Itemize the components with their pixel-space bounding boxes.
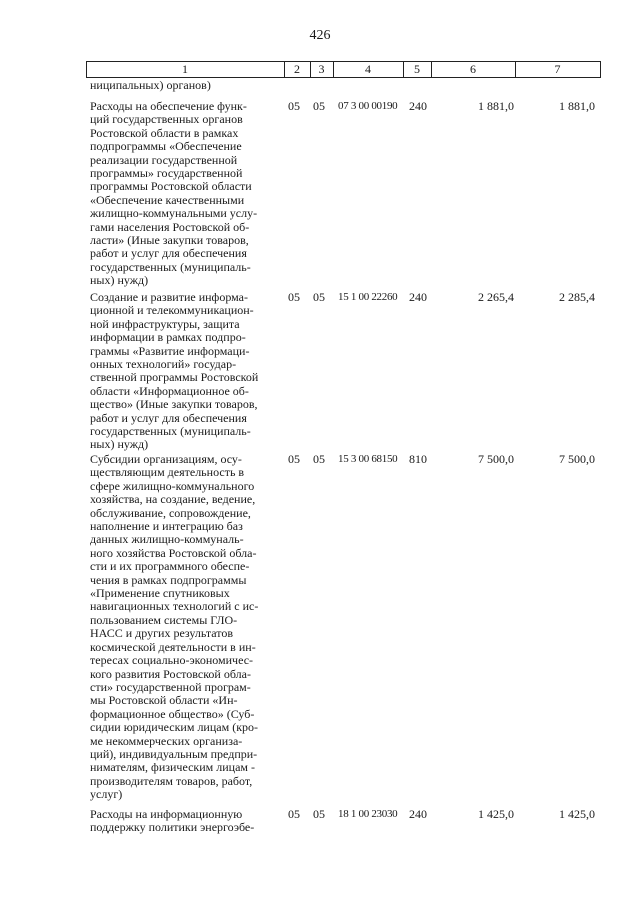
description-line: ного хозяйства Ростовской обла- <box>90 545 257 560</box>
description-line: граммы «Развитие информаци- <box>90 343 250 358</box>
page-number: 426 <box>309 28 331 43</box>
description-line: онных технологий» государ- <box>90 357 237 372</box>
description-line: жилищно-коммунальными услу- <box>90 206 258 221</box>
header-col-divider <box>600 61 601 78</box>
description-line: Субсидии организациям, осу- <box>90 452 242 466</box>
row-description <box>90 808 277 835</box>
description-line: подпрограммы «Обеспечение <box>90 139 242 154</box>
description-line: «Обеспечение качественными <box>90 192 245 207</box>
description-line: мы Ростовской области «Ин- <box>90 693 238 708</box>
expense-type-code: 240 <box>409 807 427 821</box>
row-description <box>90 291 277 452</box>
header-col-4: 4 <box>365 62 371 76</box>
description-line: программы» государственной <box>90 166 243 181</box>
description-line: гами населения Ростовской об- <box>90 219 250 234</box>
section-code: 05 <box>288 452 300 466</box>
continuation-text: ниципальных) органов) <box>90 78 211 92</box>
description-line: чения в рамках подпрограммы <box>90 572 247 587</box>
description-line: производителям товаров, работ, <box>90 773 253 788</box>
description-line: ственной программы Ростовской <box>90 370 259 385</box>
amount-col-6: 1 425,0 <box>478 807 514 821</box>
description-line: поддержку политики энергоэбе- <box>90 820 255 835</box>
amount-col-6: 7 500,0 <box>478 452 514 466</box>
description-line: ласти» (Иные закупки товаров, <box>90 233 249 248</box>
description-line: сидии юридическим лицам (кро- <box>90 720 259 735</box>
amount-col-7: 1 425,0 <box>559 807 595 821</box>
header-col-2: 2 <box>294 62 300 76</box>
expense-type-code: 810 <box>409 452 427 466</box>
target-article-code: 07 3 00 00190 <box>338 100 398 112</box>
amount-col-7: 2 285,4 <box>559 290 595 304</box>
target-article-code: 15 3 00 68150 <box>338 453 398 465</box>
description-line: НАСС и других результатов <box>90 626 234 641</box>
section-code: 05 <box>288 807 300 821</box>
description-line: щество» (Иные закупки товаров, <box>90 397 258 412</box>
description-line: программы Ростовской области <box>90 179 252 194</box>
description-line: ций), индивидуальным предпри- <box>90 746 258 761</box>
description-line: хозяйства, на создание, ведение, <box>90 492 256 507</box>
description-line: сфере жилищно-коммунального <box>90 478 255 493</box>
description-line: кого развития Ростовской обла- <box>90 666 251 681</box>
description-line: работ и услуг для обеспечения <box>90 246 247 261</box>
description-line: ных) нужд) <box>90 273 149 288</box>
description-line: пользованием системы ГЛО- <box>90 612 238 627</box>
section-code: 05 <box>288 290 300 304</box>
amount-col-6: 1 881,0 <box>478 99 514 113</box>
header-col-3: 3 <box>318 62 325 76</box>
description-line: государственных (муниципаль- <box>90 424 251 439</box>
subsection-code: 05 <box>313 290 325 304</box>
description-line: реализации государственной <box>90 152 238 167</box>
amount-col-6: 2 265,4 <box>478 290 514 304</box>
description-line: сти» государственной програм- <box>90 679 251 694</box>
description-line: государственных (муниципаль- <box>90 259 251 274</box>
description-line: работ и услуг для обеспечения <box>90 410 247 425</box>
description-line: «Применение спутниковых <box>90 586 230 601</box>
header-col-1: 1 <box>182 62 188 76</box>
description-line: наполнение и интеграцию баз <box>90 519 243 534</box>
row-description <box>90 453 277 802</box>
description-line: сти и их программного обеспе- <box>90 559 250 574</box>
description-line: ций государственных органов <box>90 112 243 127</box>
description-line: навигационных технологий с ис- <box>90 599 259 614</box>
row-description <box>90 100 277 288</box>
description-line: Ростовской области в рамках <box>90 125 239 140</box>
subsection-code: 05 <box>313 807 325 821</box>
description-line: ционной и телекоммуникацион- <box>90 303 254 318</box>
description-line: нимателям, физическим лицам - <box>90 760 255 775</box>
section-code: 05 <box>288 99 300 113</box>
description-line: данных жилищно-коммуналь- <box>90 532 244 547</box>
description-line: формационное общество» (Суб- <box>90 706 255 721</box>
description-line: ных) нужд) <box>90 437 149 452</box>
description-line: космической деятельности в ин- <box>90 639 256 654</box>
target-article-code: 15 1 00 22260 <box>338 291 398 303</box>
header-col-5: 5 <box>414 62 420 76</box>
expense-type-code: 240 <box>409 290 427 304</box>
subsection-code: 05 <box>313 452 325 466</box>
description-line: ме некоммерческих организа- <box>90 733 243 748</box>
table-header <box>86 61 601 78</box>
description-line: Создание и развитие информа- <box>90 290 248 304</box>
description-line: информации в рамках подпро- <box>90 330 246 345</box>
target-article-code: 18 1 00 23030 <box>338 808 398 820</box>
description-line: Расходы на информационную <box>90 807 243 821</box>
description-line: области «Информационное об- <box>90 383 249 398</box>
header-col-6: 6 <box>470 62 476 76</box>
amount-col-7: 1 881,0 <box>559 99 595 113</box>
subsection-code: 05 <box>313 99 325 113</box>
header-col-7: 7 <box>554 62 561 76</box>
amount-col-7: 7 500,0 <box>559 452 595 466</box>
description-line: ной инфраструктуры, защита <box>90 316 240 331</box>
expense-type-code: 240 <box>409 99 427 113</box>
description-line: тересах социально-экономичес- <box>90 653 254 668</box>
description-line: услуг) <box>90 787 123 802</box>
description-line: ществляющим деятельность в <box>90 465 245 480</box>
description-line: обслуживание, сопровождение, <box>90 505 251 520</box>
description-line: Расходы на обеспечение функ- <box>90 99 247 113</box>
